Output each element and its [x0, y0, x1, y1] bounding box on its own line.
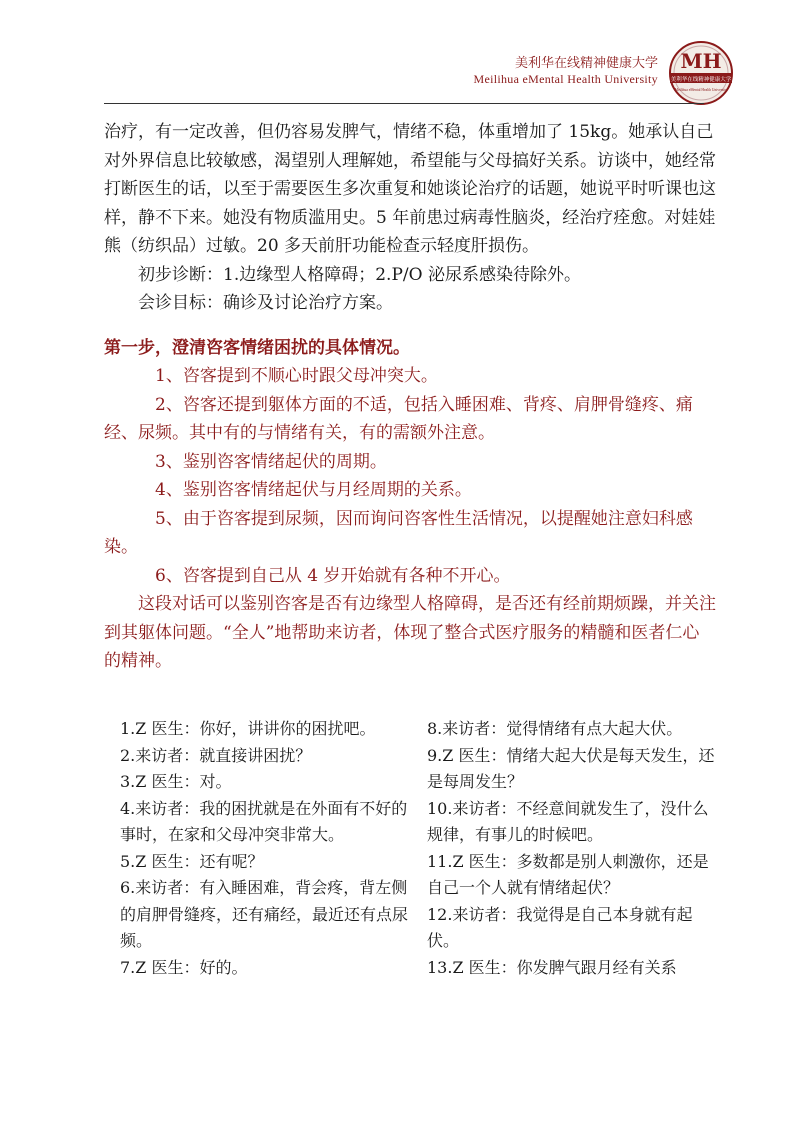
step-item: 4、鉴别咨客情绪起伏与月经周期的关系。 [155, 480, 472, 500]
university-name-en: Meilihua eMental Health University [473, 72, 658, 86]
logo-ribbon: 美利华在线精神健康大学 [670, 77, 732, 83]
dialog-line: 8.来访者：觉得情绪有点大起大伏。 [427, 719, 683, 738]
main-content [104, 118, 716, 676]
university-logo [668, 40, 734, 106]
dialog-line: 9.Z 医生：情绪大起大伏是每天发生，还是每周发生？ [427, 745, 715, 791]
dialog-line: 6.来访者：有入睡困难，背会疼，背左侧的肩胛骨缝疼，还有痛经，最近还有点尿频。 [120, 878, 409, 950]
step-item: 2、咨客还提到躯体方面的不适，包括入睡困难、背疼、肩胛骨缝疼、痛经、尿频。其中有的与情绪有关，有的需额外注意。 [104, 394, 693, 443]
dialog-column-right [427, 716, 717, 981]
logo-small-text: Meilihua eMental Health University [674, 88, 728, 92]
header-divider [104, 103, 704, 104]
dialog-line: 7.Z 医生：好的。 [120, 957, 248, 977]
university-name-cn: 美利华在线精神健康大学 [514, 56, 658, 71]
case-paragraph: 治疗，有一定改善，但仍容易发脾气，情绪不稳，体重增加了 15kg。她承认自己对外界信息比较敏感，渴望别人理解她，希望能与父母搞好关系。访谈中，她经常打断医生的话，以至于需要医生多次重复和她谈论治疗的话题，她说平时听课也这样，静不下来。她没有物质滥用史。5 年前患过病毒性脑炎，经治疗痊愈。对娃娃熊（纺织品）过敏。20 多天前肝功能检查示轻度肝损伤。 [104, 122, 716, 256]
step-summary: 这段对话可以鉴别咨客是否有边缘型人格障碍，是否还有经前期烦躁，并关注到其躯体问题。“全人”地帮助来访者，体现了整合式医疗服务的精髓和医者仁心的精神。 [104, 594, 716, 671]
step-item: 5、由于咨客提到尿频，因而询问咨客性生活情况，以提醒她注意妇科感染。 [104, 508, 693, 557]
dialog-line: 4.来访者：我的困扰就是在外面有不好的事时，在家和父母冲突非常大。 [120, 798, 408, 844]
consultation-goal: 会诊目标：确诊及讨论治疗方案。 [138, 293, 393, 313]
step-item: 3、鉴别咨客情绪起伏的周期。 [155, 451, 387, 472]
dialog-line: 10.来访者：不经意间就发生了，没什么规律，有事儿的时候吧。 [427, 798, 709, 844]
dialog-line: 3.Z 医生：对。 [120, 772, 232, 791]
dialog-line: 13.Z 医生：你发脾气跟月经有关系 [427, 957, 677, 977]
logo-text: MH [680, 49, 722, 73]
step-item: 1、咨客提到不顺心时跟父母冲突大。 [155, 366, 438, 386]
step-item: 6、咨客提到自己从 4 岁开始就有各种不开心。 [155, 565, 511, 586]
preliminary-diagnosis: 初步诊断：1.边缘型人格障碍；2.P/O 泌尿系感染待除外。 [138, 264, 581, 285]
dialog-line: 11.Z 医生：多数都是别人刺激你，还是自己一个人就有情绪起伏？ [427, 851, 709, 897]
dialog-line: 1.Z 医生：你好，讲讲你的困扰吧。 [120, 719, 376, 738]
dialog-column-left [120, 716, 410, 981]
dialog-line: 5.Z 医生：还有呢？ [120, 851, 264, 871]
page-header [0, 0, 800, 110]
dialog-line: 2.来访者：就直接讲困扰？ [120, 745, 312, 765]
step-title: 第一步，澄清咨客情绪困扰的具体情况。 [104, 337, 410, 358]
dialog-line: 12.来访者：我觉得是自己本身就有起伏。 [427, 904, 693, 950]
